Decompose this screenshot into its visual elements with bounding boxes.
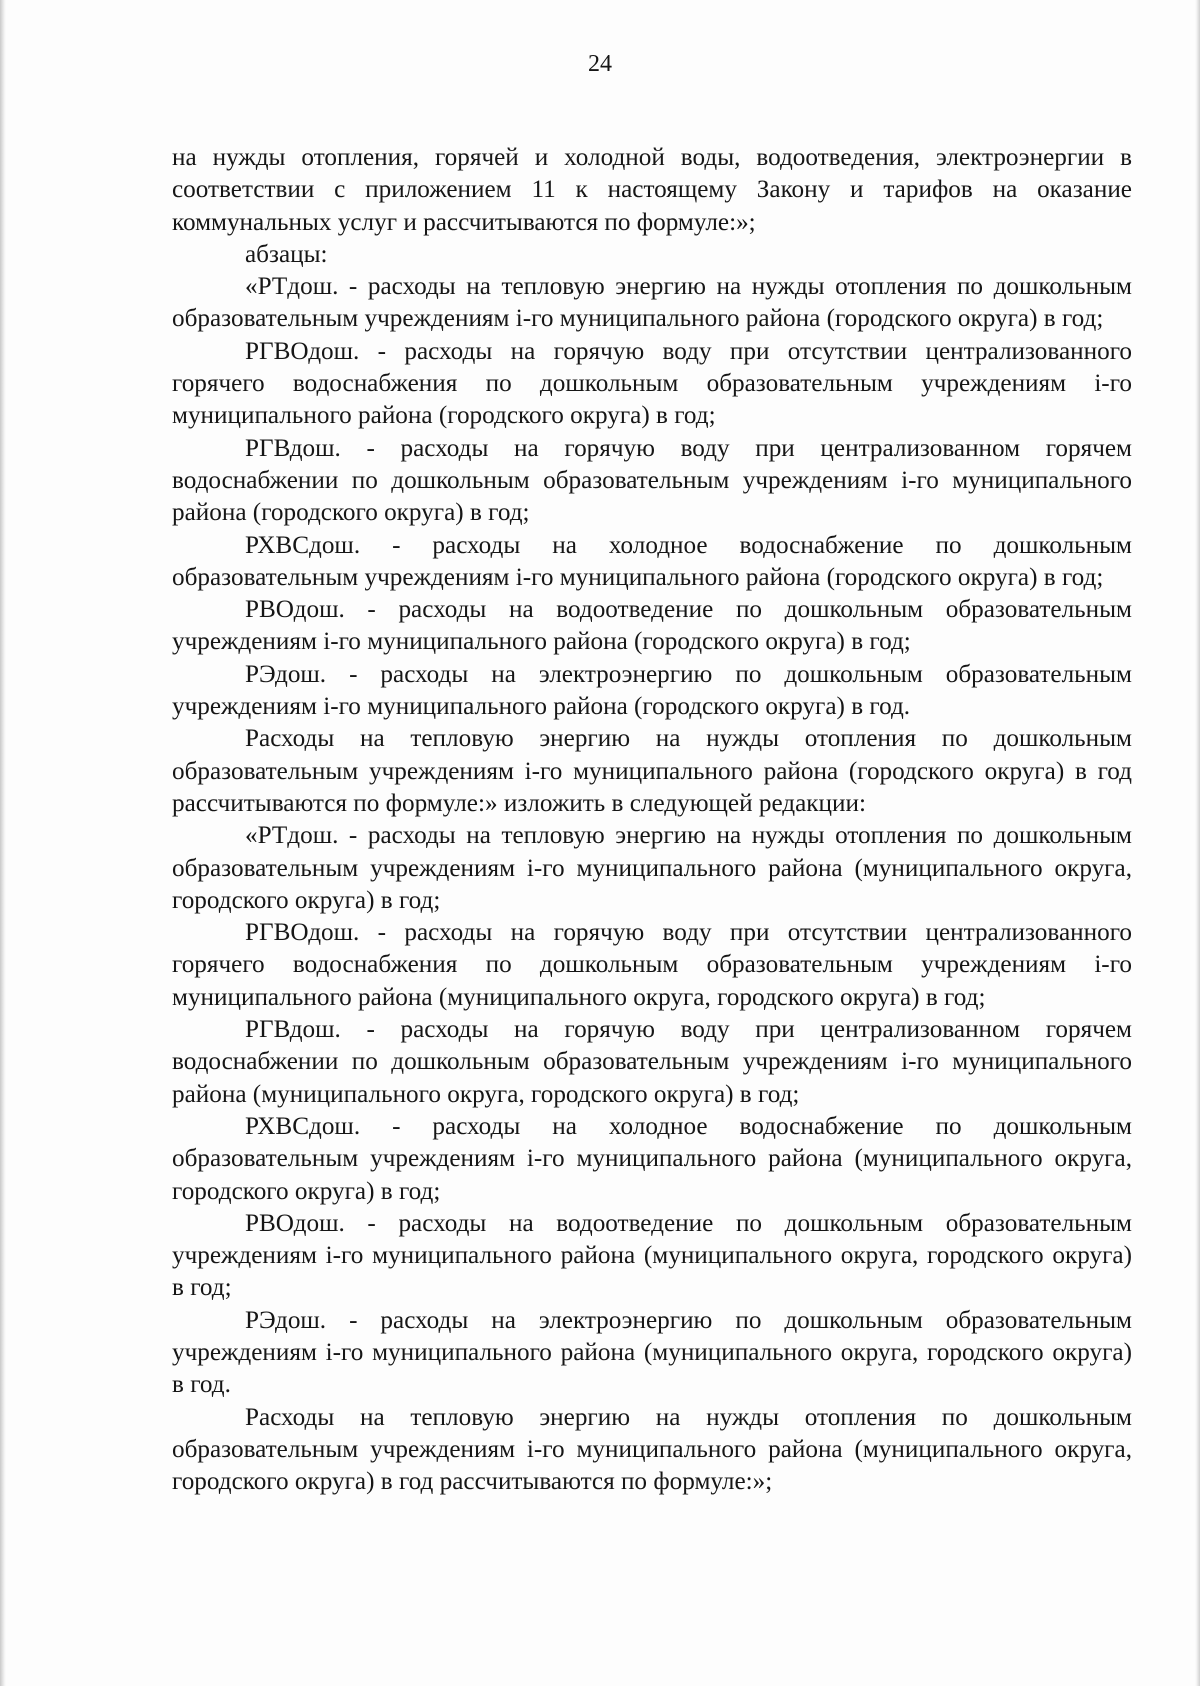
paragraph-new-rhvs: РХВСдош. - расходы на холодное водоснабжение по дошкольным образовательным учреждениям i-го муниципального района (муниципального округа, городского округа) в год;: [172, 1112, 1132, 1205]
paragraph-old-re: РЭдош. - расходы на электроэнергию по дошкольным образовательным учреждениям i-го муниципального района (городского округа) в год.: [172, 660, 1132, 721]
paragraph-new-rt: «РТдош. - расходы на тепловую энергию на нужды отопления по дошкольным образовательным учреждениям i-го муниципального района (муниципального округа, городского округа) в год;: [172, 822, 1132, 914]
scan-edge-left: [0, 0, 6, 1686]
paragraph-new-re: РЭдош. - расходы на электроэнергию по дошкольным образовательным учреждениям i-го муниципального района (муниципального округа, городского округа) в год.: [172, 1306, 1132, 1399]
paragraph-old-rgvo: РГВОдош. - расходы на горячую воду при отсутствии централизованного горячего водоснабжения по дошкольным образовательным учреждениям i-го муниципального района (городского округа) в год;: [172, 337, 1132, 430]
scan-edge-right: [1195, 0, 1200, 1686]
paragraph-new-rvo: РВОдош. - расходы на водоотведение по дошкольным образовательным учреждениям i-го муниципального района (муниципального округа, городского округа) в год;: [172, 1209, 1132, 1302]
paragraph-old-rhvs: РХВСдош. - расходы на холодное водоснабжение по дошкольным образовательным учреждениям i-го муниципального района (городского округа) в год;: [172, 531, 1132, 591]
page-number: 24: [588, 51, 612, 77]
paragraph-new-formula-intro: Расходы на тепловую энергию на нужды отопления по дошкольным образовательным учреждениям i-го муниципального района (муниципального округа, городского округа) в год рассчитываются по формуле:»;: [172, 1403, 1132, 1496]
paragraph-old-rgv: РГВдош. - расходы на горячую воду при централизованном горячем водоснабжении по дошкольным образовательным учреждениям i-го муниципального района (городского округа) в год;: [172, 434, 1132, 527]
paragraph-old-rt: «РТдош. - расходы на тепловую энергию на нужды отопления по дошкольным образовательным учреждениям i-го муниципального района (городского округа) в год;: [172, 273, 1132, 333]
paragraph-old-formula-intro: Расходы на тепловую энергию на нужды отопления по дошкольным образовательным учреждениям i-го муниципального района (городского округа) в год рассчитываются по формуле:» изложить в следующей редакции:: [172, 725, 1132, 817]
paragraph-new-rgvo: РГВОдош. - расходы на горячую воду при отсутствии централизованного горячего водоснабжения по дошкольным образовательным учреждениям i-го муниципального района (муниципального округа, городского округа) в год;: [172, 919, 1132, 1011]
paragraph-new-rgv: РГВдош. - расходы на горячую воду при централизованном горячем водоснабжении по дошкольным образовательным учреждениям i-го муниципального района (муниципального округа, городского округа) в год;: [172, 1016, 1132, 1108]
paragraph-abzatsy: абзацы:: [245, 240, 328, 268]
paragraph-continuation: на нужды отопления, горячей и холодной воды, водоотведения, электроэнергии в соответствии с приложением 11 к настоящему Закону и тарифов на оказание коммунальных услуг и рассчитываются по формуле:»;: [172, 144, 1132, 236]
paragraph-old-rvo: РВОдош. - расходы на водоотведение по дошкольным образовательным учреждениям i-го муниципального района (городского округа) в год;: [172, 596, 1132, 656]
document-body: [172, 142, 1132, 1498]
